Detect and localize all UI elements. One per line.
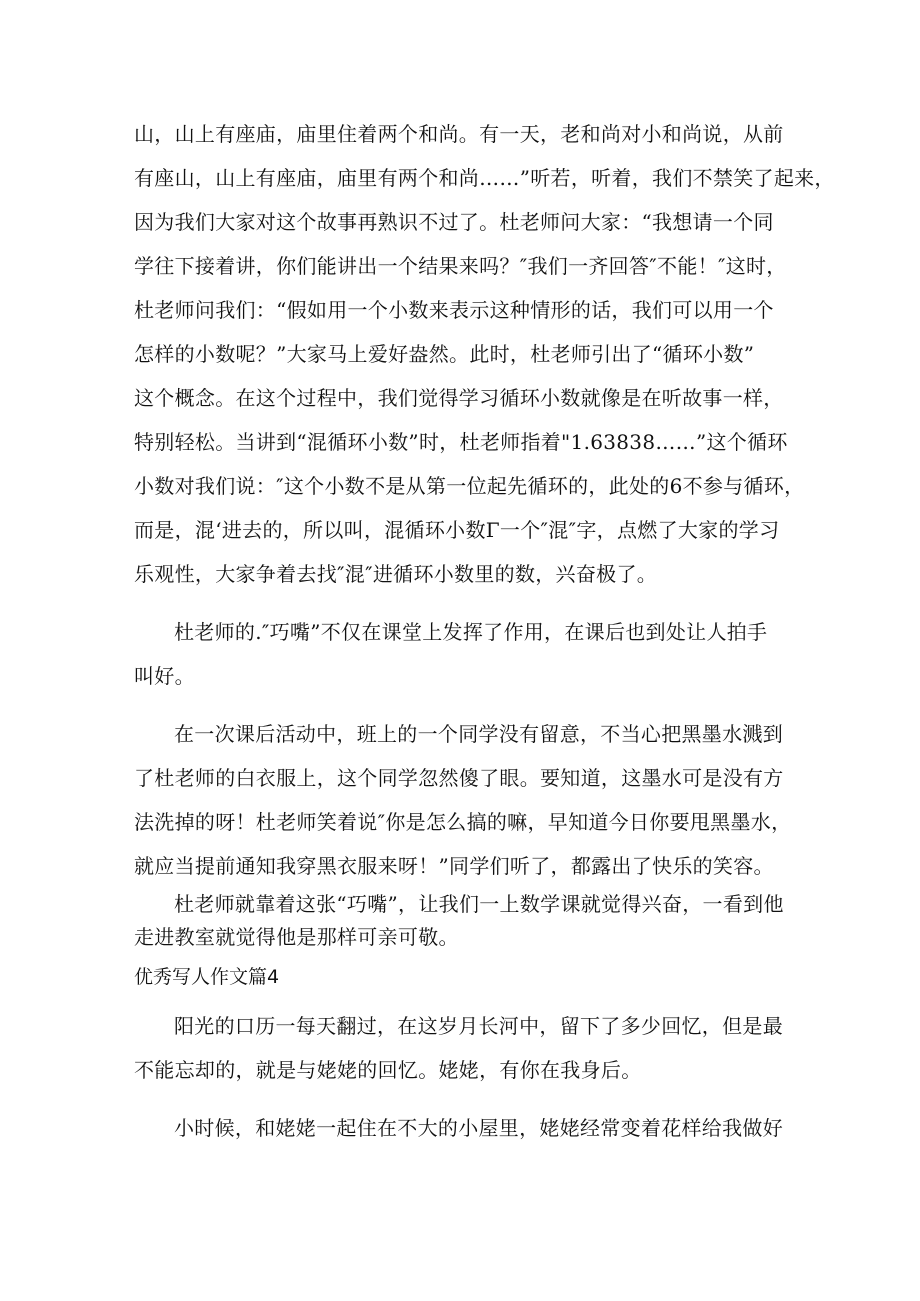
text-line: 叫好。 <box>134 664 195 688</box>
text-line: 小数对我们说：″这个小数不是从第一位起先循环的，此处的6不参与循环， <box>134 474 805 498</box>
text-line: 杜老师问我们：“假如用一个小数来表示这种情形的话，我们可以用一个 <box>134 298 774 322</box>
paragraph-spacer <box>134 596 794 610</box>
text-line: 而是，混‘进去的，所以叫，混循环小数Γ一个″混″字，点燃了大家的学习 <box>134 518 780 542</box>
text-line: 就应当提前通知我穿黑衣服来呀！”同学们听了，都露出了快乐的笑容。 <box>134 854 774 878</box>
text-line: 有座山，山上有座庙，庙里有两个和尚……”听若，听着，我们不禁笑了起来， <box>134 166 835 190</box>
document-page <box>134 112 835 1150</box>
text-line: 山，山上有座庙，庙里住着两个和尚。有一天，老和尚对小和尚说，从前 <box>134 122 784 146</box>
paragraph-3 <box>134 712 794 888</box>
text-line: 阳光的口历一每天翻过，在这岁月长河中，留下了多少回忆，但是最 <box>174 1014 783 1038</box>
paragraph-spacer <box>134 698 794 712</box>
text-line: 走进教室就觉得他是那样可亲可敬。 <box>134 925 459 949</box>
text-line: 学往下接着讲，你们能讲出一个结果来吗？″我们一齐回答″不能！″这时， <box>134 254 787 278</box>
paragraph-5 <box>134 1004 794 1092</box>
text-line: 小时候，和姥姥一起住在不大的小屋里，姥姥经常变着花样给我做好 <box>174 1116 783 1140</box>
text-line: 杜老师的.″巧嘴”不仅在课堂上发挥了作用，在课后也到处让人拍手 <box>174 620 768 644</box>
paragraph-spacer <box>134 1092 794 1106</box>
section-heading: 优秀写人作文篇4 <box>134 966 280 988</box>
text-line: 不能忘却的，就是与姥姥的回忆。姥姥，有你在我身后。 <box>134 1058 642 1082</box>
text-line: 法洗掉的呀！杜老师笑着说″你是怎么搞的嘛，早知道今日你要甩黑墨水， <box>134 810 792 834</box>
text-line: 了杜老师的白衣服上，这个同学忽然傻了眼。要知道，这墨水可是没有方 <box>134 766 784 790</box>
text-line: 怎样的小数呢？”大家马上爱好盎然。此时，杜老师引出了“循环小数” <box>134 342 755 366</box>
paragraph-6 <box>134 1106 794 1150</box>
text-line: 特别轻松。当讲到“混循环小数”时，杜老师指着"1.63838……”这个循环 <box>134 430 788 454</box>
text-line: 乐观性，大家争着去找″混″进循环小数里的数，兴奋极了。 <box>134 562 658 586</box>
paragraph-2 <box>134 610 794 698</box>
text-line: 这个概念。在这个过程中，我们觉得学习循环小数就像是在听故事一样， <box>134 386 784 410</box>
text-line: 因为我们大家对这个故事再熟识不过了。杜老师问大家：“我想请一个同 <box>134 210 774 234</box>
paragraph-1 <box>134 112 835 596</box>
text-line: 在一次课后活动中，班上的一个同学没有留意，不当心把黑墨水溅到 <box>174 722 783 746</box>
text-line: 杜老师就靠着这张“巧嘴”，让我们一上数学课就觉得兴奋，一看到他 <box>174 892 784 916</box>
paragraph-4 <box>134 888 794 954</box>
